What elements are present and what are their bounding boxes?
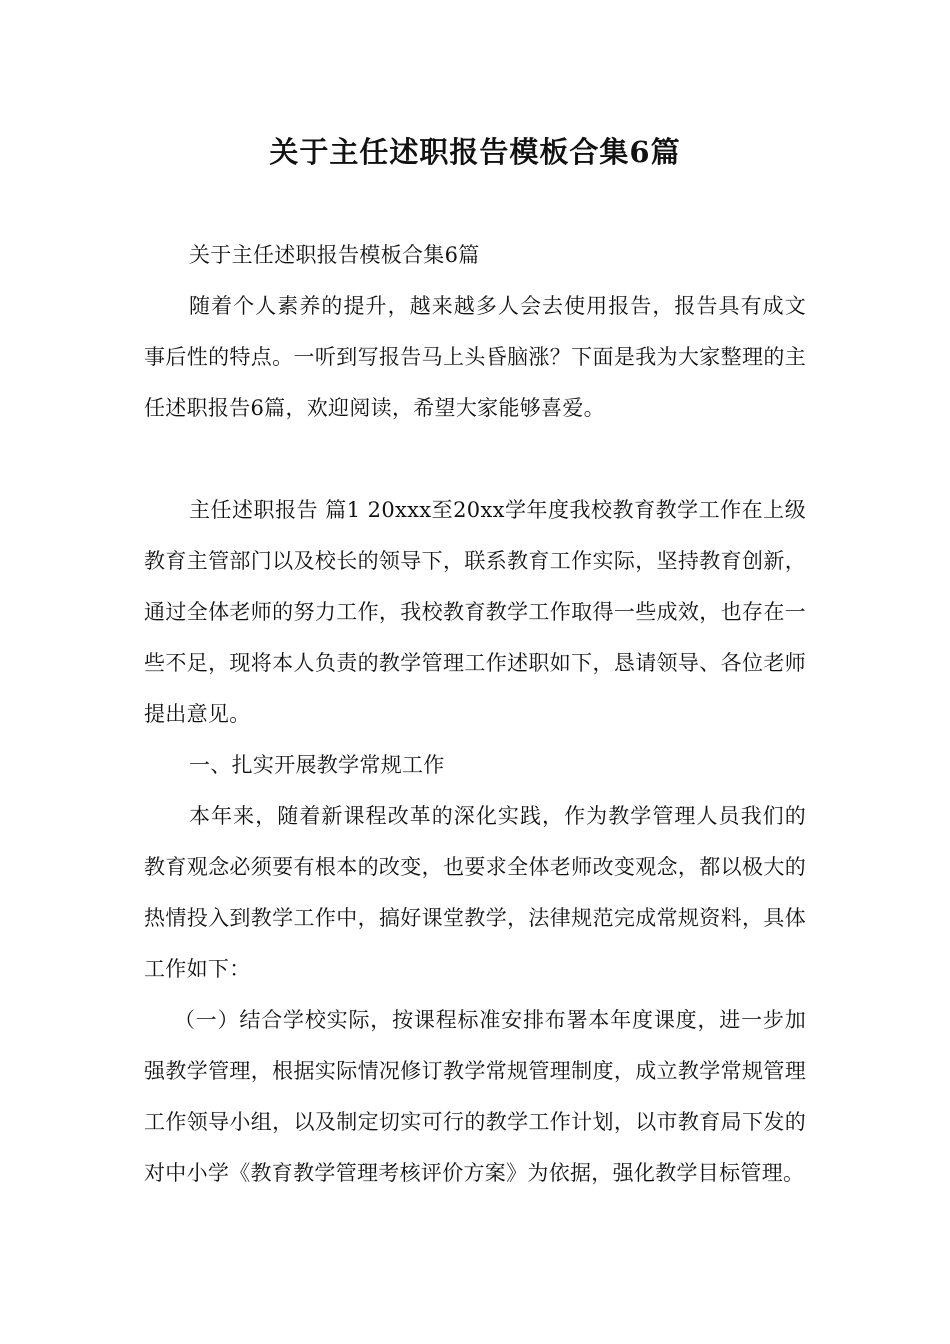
report-1-opening-paragraph: 主任述职报告 篇1 20xxx至20xx学年度我校教育教学工作在上级教育主管部门以及校长的领导下，联系教育工作实际，坚持教育创新，通过全体老师的努力工作，我校教育教学工作取得一些成效，也存在一些不足，现将本人负责的教学管理工作述职如下，恳请领导、各位老师提出意见。 — [144, 498, 806, 726]
document-title: 关于主任述职报告模板合集6篇 — [269, 135, 681, 169]
subsection-1-paragraph: （一）结合学校实际，按课程标准安排布署本年度课度，进一步加强教学管理，根据实际情况修订教学常规管理制度，成立教学常规管理工作领导小组，以及制定切实可行的教学工作计划，以市教育局下发的对中小学《教育教学管理考核评价方案》为依据，强化教学目标管理。 — [144, 1008, 806, 1185]
section-1-paragraph: 本年来，随着新课程改革的深化实践，作为教学管理人员我们的教育观念必须要有根本的改变，也要求全体老师改变观念，都以极大的热情投入到教学工作中，搞好课堂教学，法律规范完成常规资料，具体工作如下： — [144, 804, 806, 981]
document-body — [144, 230, 806, 1199]
intro-paragraph: 随着个人素养的提升，越来越多人会去使用报告，报告具有成文事后性的特点。一听到写报告马上头昏脑涨？下面是我为大家整理的主任述职报告6篇，欢迎阅读，希望大家能够喜爱。 — [144, 294, 806, 420]
section-heading-1: 一、扎实开展教学常规工作 — [189, 753, 445, 777]
intro-title-line: 关于主任述职报告模板合集6篇 — [189, 243, 480, 267]
